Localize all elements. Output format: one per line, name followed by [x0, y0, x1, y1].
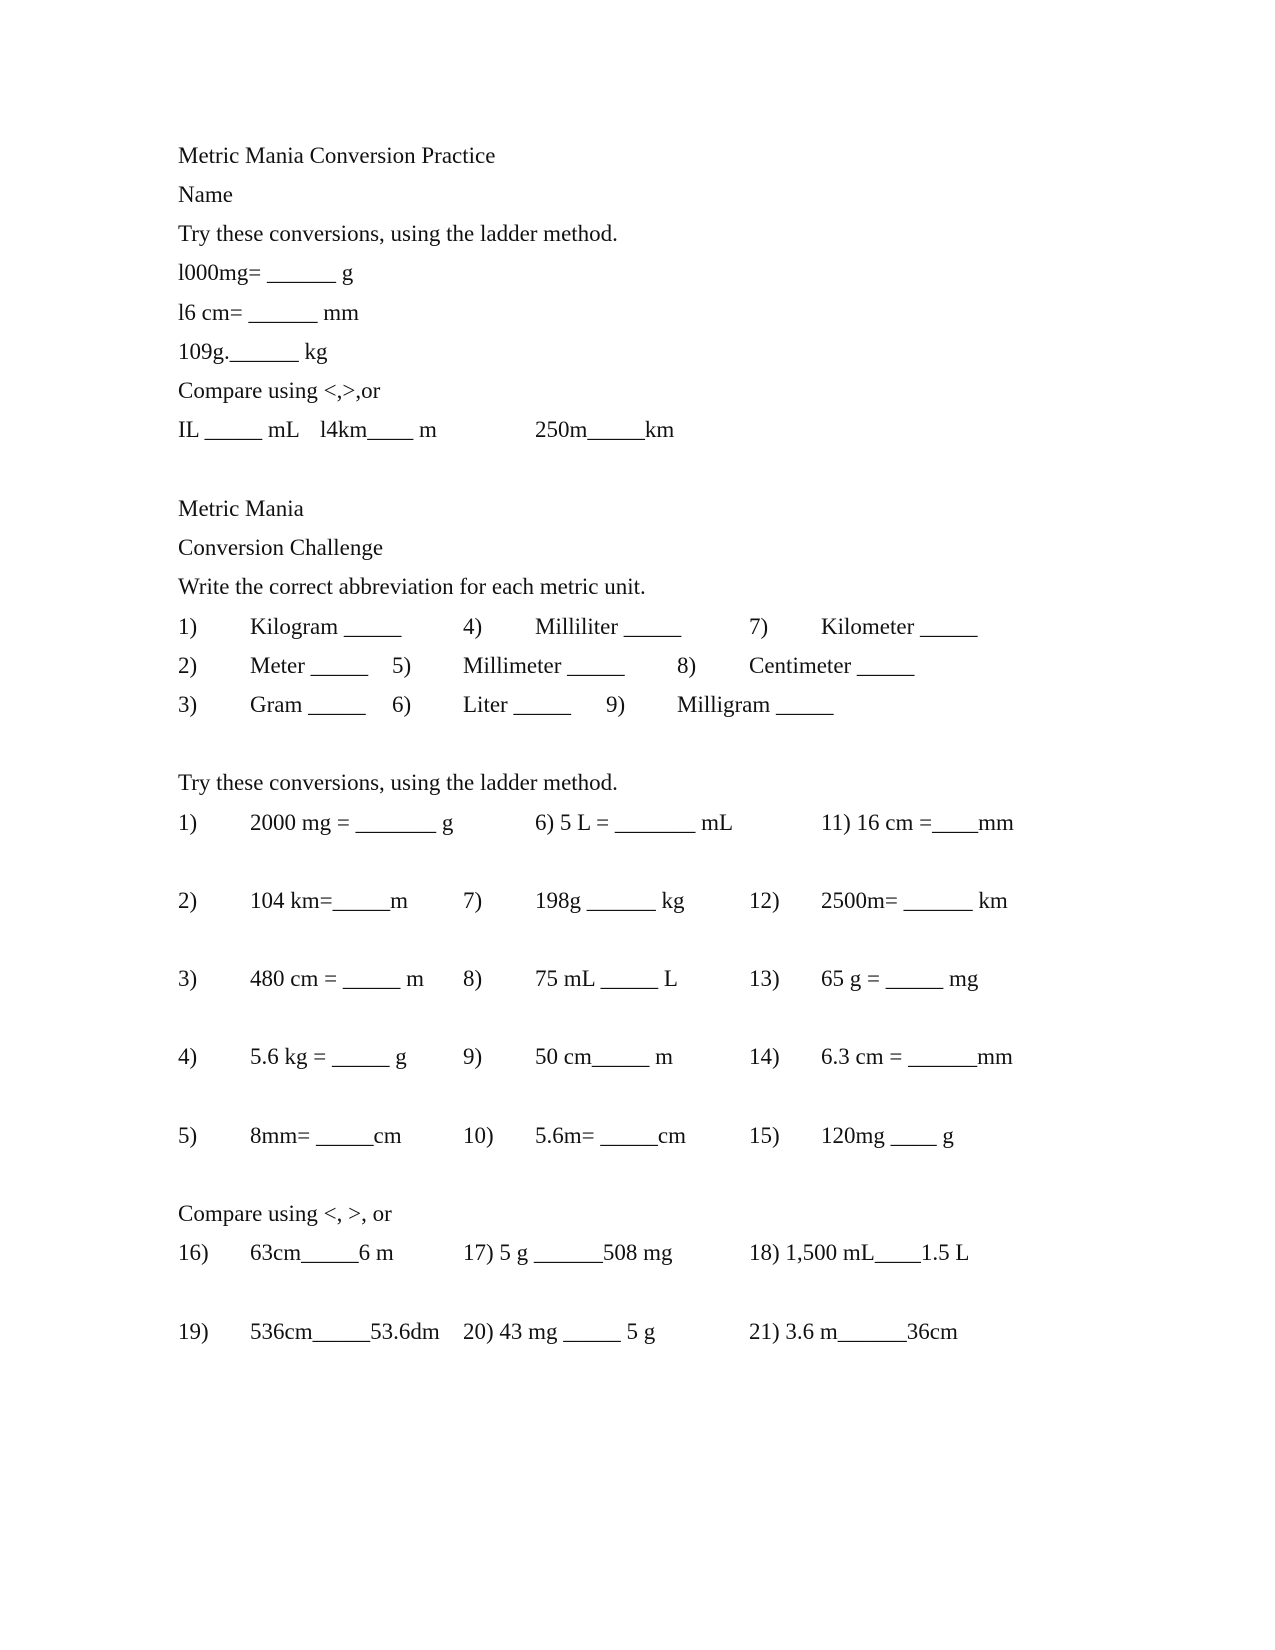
item-number: 3) [178, 692, 198, 717]
conversion-item: 65 g = _____ mg [821, 966, 979, 991]
section3-instruction: Try these conversions, using the ladder method. [178, 770, 618, 795]
item-number: 13) [749, 966, 780, 991]
abbrev-item: Centimeter _____ [749, 653, 915, 678]
item-number: 9) [606, 692, 626, 717]
practice-problem: l000mg= ______ g [178, 260, 354, 285]
conversion-item: 50 cm_____ m [535, 1044, 673, 1069]
item-number: 9) [463, 1044, 483, 1069]
conversion-item: 11) 16 cm =____mm [821, 810, 1014, 835]
item-number: 4) [178, 1044, 198, 1069]
conversion-item: 2500m= ______ km [821, 888, 1008, 913]
item-number: 19) [178, 1319, 209, 1344]
item-number: 16) [178, 1240, 209, 1265]
compare-item: 21) 3.6 m______36cm [749, 1319, 958, 1344]
item-number: 8) [677, 653, 697, 678]
compare-item: 17) 5 g ______508 mg [463, 1240, 673, 1265]
item-number: 10) [463, 1123, 494, 1148]
item-number: 2) [178, 888, 198, 913]
conversion-item: 2000 mg = _______ g [250, 810, 454, 835]
item-number: 3) [178, 966, 198, 991]
item-number: 7) [749, 614, 769, 639]
conversion-item: 6.3 cm = ______mm [821, 1044, 1013, 1069]
item-number: 4) [463, 614, 483, 639]
compare-item: 536cm_____53.6dm [250, 1319, 440, 1344]
abbrev-item: Millimeter _____ [463, 653, 625, 678]
item-number: 12) [749, 888, 780, 913]
section1-instruction: Try these conversions, using the ladder method. [178, 221, 618, 246]
compare-heading: Compare using <, >, or [178, 1201, 392, 1226]
item-number: 1) [178, 614, 198, 639]
item-number: 15) [749, 1123, 780, 1148]
conversion-item: 6) 5 L = _______ mL [535, 810, 734, 835]
conversion-item: 104 km=_____m [250, 888, 409, 913]
compare-item: 63cm_____6 m [250, 1240, 394, 1265]
item-number: 6) [392, 692, 412, 717]
compare-heading: Compare using <,>,or [178, 378, 381, 403]
item-number: 1) [178, 810, 198, 835]
practice-problem: 109g.______ kg [178, 339, 328, 364]
abbrev-item: Liter _____ [463, 692, 571, 717]
section2-subtitle: Conversion Challenge [178, 535, 384, 560]
abbrev-item: Milligram _____ [677, 692, 834, 717]
worksheet-title: Metric Mania Conversion Practice [178, 143, 496, 168]
abbrev-item: Kilometer _____ [821, 614, 978, 639]
compare-item: 20) 43 mg _____ 5 g [463, 1319, 656, 1344]
conversion-item: 480 cm = _____ m [250, 966, 424, 991]
conversion-item: 5.6 kg = _____ g [250, 1044, 407, 1069]
compare-item: 250m_____km [535, 417, 675, 442]
name-label: Name [178, 182, 233, 207]
item-number: 5) [392, 653, 412, 678]
section2-instruction: Write the correct abbreviation for each metric unit. [178, 574, 646, 599]
item-number: 7) [463, 888, 483, 913]
compare-item: IL _____ mL [178, 417, 300, 442]
item-number: 14) [749, 1044, 780, 1069]
conversion-item: 75 mL _____ L [535, 966, 678, 991]
abbrev-item: Kilogram _____ [250, 614, 402, 639]
conversion-item: 198g ______ kg [535, 888, 685, 913]
abbrev-item: Meter _____ [250, 653, 369, 678]
section2-title: Metric Mania [178, 496, 304, 521]
item-number: 8) [463, 966, 483, 991]
practice-problem: l6 cm= ______ mm [178, 300, 359, 325]
item-number: 2) [178, 653, 198, 678]
conversion-item: 8mm= _____cm [250, 1123, 402, 1148]
abbrev-item: Gram _____ [250, 692, 366, 717]
conversion-item: 5.6m= _____cm [535, 1123, 686, 1148]
abbrev-item: Milliliter _____ [535, 614, 682, 639]
compare-item: 18) 1,500 mL____1.5 L [749, 1240, 970, 1265]
conversion-item: 120mg ____ g [821, 1123, 954, 1148]
item-number: 5) [178, 1123, 198, 1148]
compare-item: l4km____ m [320, 417, 437, 442]
